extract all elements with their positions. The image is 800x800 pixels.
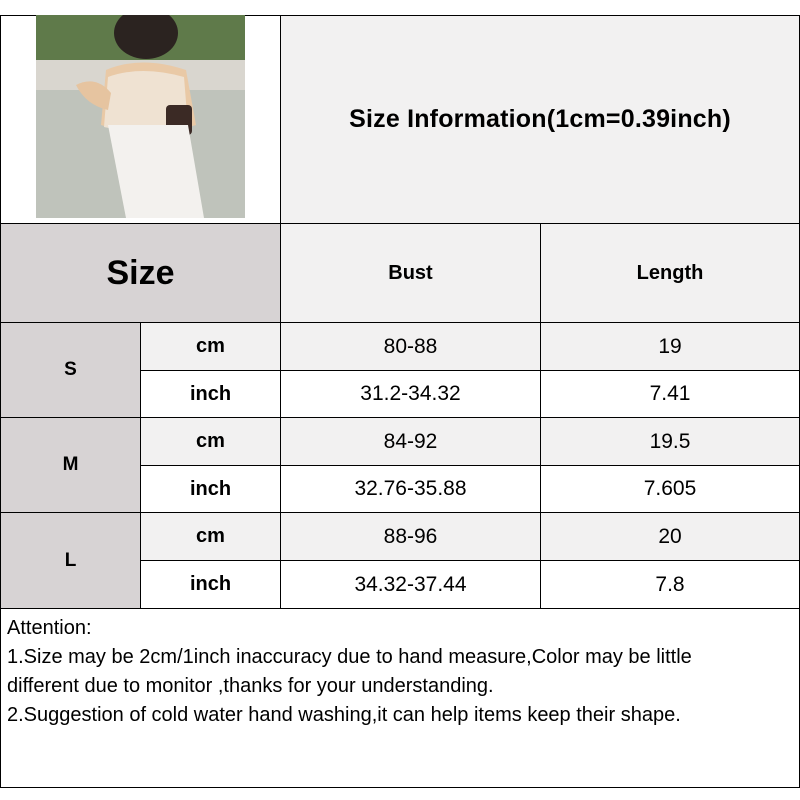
unit-inch: inch <box>140 560 281 609</box>
size-label-l: L <box>0 512 141 609</box>
size-column-header: Size <box>0 223 281 323</box>
bust-value: 84-92 <box>280 417 541 466</box>
bust-value: 88-96 <box>280 512 541 561</box>
note-line: different due to monitor ,thanks for your understanding. <box>7 675 494 697</box>
unit-inch: inch <box>140 370 281 418</box>
bust-value: 34.32-37.44 <box>280 560 541 609</box>
length-value: 7.8 <box>540 560 800 609</box>
unit-cm: cm <box>140 322 281 371</box>
length-column-header: Length <box>540 223 800 323</box>
note-line: 2.Suggestion of cold water hand washing,it can help items keep their shape. <box>7 704 681 726</box>
bust-value: 31.2-34.32 <box>280 370 541 418</box>
unit-cm: cm <box>140 417 281 466</box>
bust-column-header: Bust <box>280 223 541 323</box>
product-photo-illustration <box>36 15 245 218</box>
length-value: 20 <box>540 512 800 561</box>
size-label-s: S <box>0 322 141 418</box>
size-label-m: M <box>0 417 141 513</box>
unit-inch: inch <box>140 465 281 513</box>
notes-heading: Attention: <box>7 617 92 639</box>
bust-value: 32.76-35.88 <box>280 465 541 513</box>
note-line: 1.Size may be 2cm/1inch inaccuracy due to hand measure,Color may be little <box>7 646 692 668</box>
unit-cm: cm <box>140 512 281 561</box>
attention-notes <box>0 608 800 788</box>
length-value: 7.41 <box>540 370 800 418</box>
length-value: 7.605 <box>540 465 800 513</box>
bust-value: 80-88 <box>280 322 541 371</box>
product-photo <box>36 15 245 218</box>
size-info-title: Size Information(1cm=0.39inch) <box>280 15 800 224</box>
length-value: 19 <box>540 322 800 371</box>
length-value: 19.5 <box>540 417 800 466</box>
